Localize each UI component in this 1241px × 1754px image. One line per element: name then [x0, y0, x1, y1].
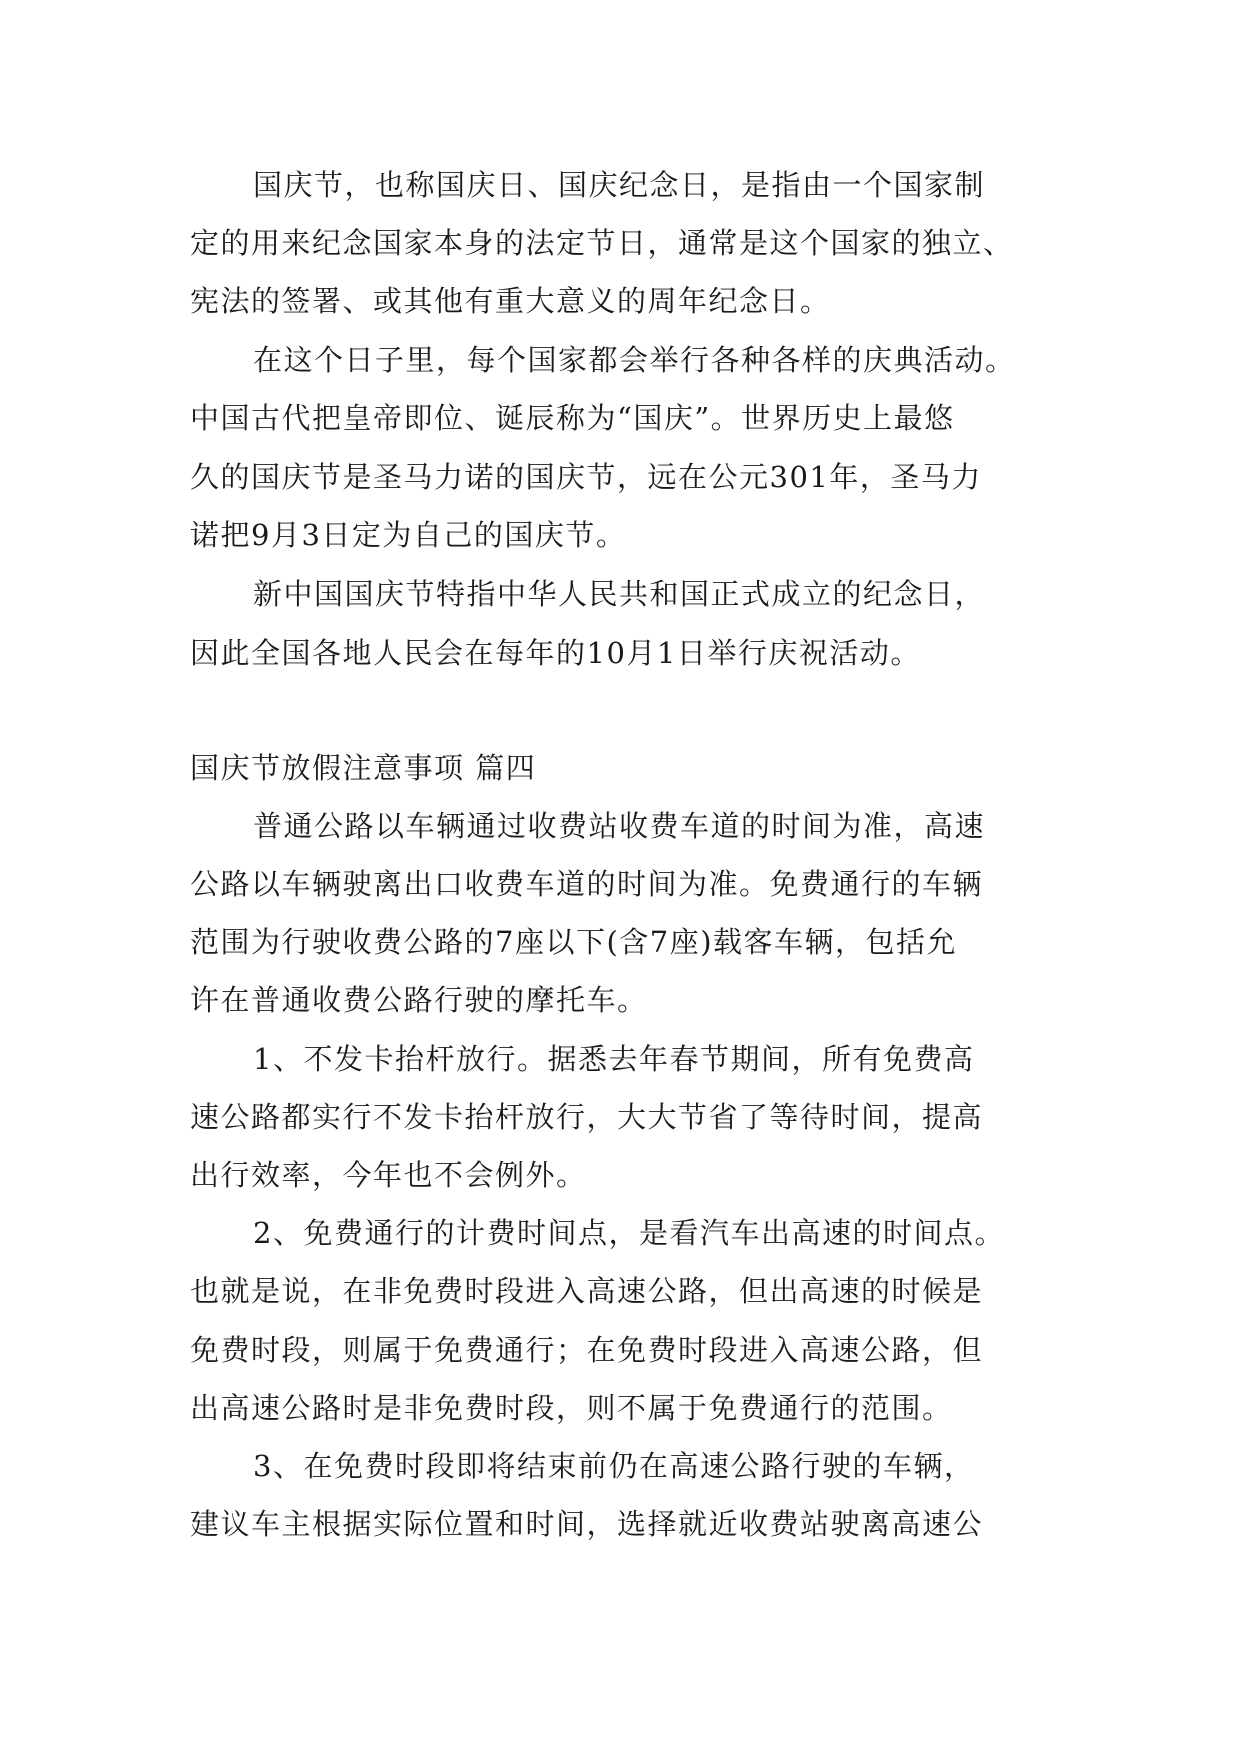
paragraph-6-line-3: 免费时段，则属于免费通行；在免费时段进入高速公路，但 [190, 1333, 984, 1367]
paragraph-7-line-1: 3、在免费时段即将结束前仍在高速公路行驶的车辆， [253, 1449, 975, 1483]
paragraph-6-line-4: 出高速公路时是非免费时段，则不属于免费通行的范围。 [190, 1391, 953, 1425]
paragraph-4-line-3: 范围为行驶收费公路的7座以下(含7座)载客车辆，包括允 [190, 925, 958, 959]
paragraph-5-line-3: 出行效率，今年也不会例外。 [190, 1158, 587, 1192]
section-heading: 国庆节放假注意事项 篇四 [190, 751, 537, 785]
paragraph-7-line-2: 建议车主根据实际位置和时间，选择就近收费站驶离高速公 [190, 1507, 984, 1541]
paragraph-1-line-2: 定的用来纪念国家本身的法定节日，通常是这个国家的独立、 [190, 226, 1014, 260]
paragraph-1-line-1: 国庆节，也称国庆日、国庆纪念日，是指由一个国家制 [253, 168, 986, 202]
paragraph-2-line-1: 在这个日子里，每个国家都会举行各种各样的庆典活动。 [253, 343, 1016, 377]
paragraph-3-line-2: 因此全国各地人民会在每年的10月1日举行庆祝活动。 [190, 636, 921, 670]
paragraph-2-line-3: 久的国庆节是圣马力诺的国庆节，远在公元301年，圣马力 [190, 460, 982, 494]
paragraph-2-line-2: 中国古代把皇帝即位、诞辰称为“国庆”。世界历史上最悠 [190, 401, 955, 435]
paragraph-5-line-1: 1、不发卡抬杆放行。据悉去年春节期间，所有免费高 [253, 1042, 975, 1076]
paragraph-4-line-2: 公路以车辆驶离出口收费车道的时间为准。免费通行的车辆 [190, 867, 984, 901]
paragraph-6-line-2: 也就是说，在非免费时段进入高速公路，但出高速的时候是 [190, 1274, 984, 1308]
paragraph-2-line-4: 诺把9月3日定为自己的国庆节。 [190, 518, 627, 552]
paragraph-5-line-2: 速公路都实行不发卡抬杆放行，大大节省了等待时间，提高 [190, 1100, 984, 1134]
paragraph-4-line-4: 许在普通收费公路行驶的摩托车。 [190, 983, 648, 1017]
paragraph-4-line-1: 普通公路以车辆通过收费站收费车道的时间为准，高速 [253, 809, 986, 843]
paragraph-6-line-1: 2、免费通行的计费时间点，是看汽车出高速的时间点。 [253, 1216, 1005, 1250]
paragraph-1-line-3: 宪法的签署、或其他有重大意义的周年纪念日。 [190, 284, 831, 318]
paragraph-3-line-1: 新中国国庆节特指中华人民共和国正式成立的纪念日， [253, 577, 986, 611]
